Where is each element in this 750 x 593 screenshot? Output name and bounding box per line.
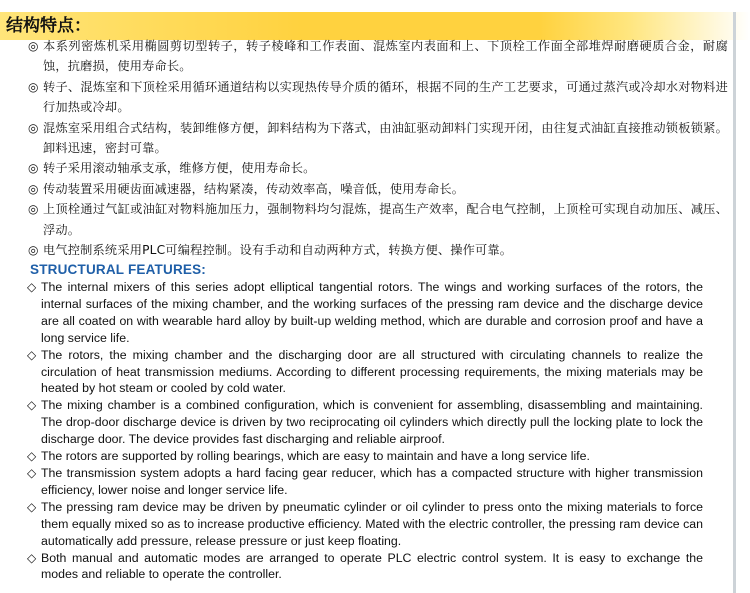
list-item (27, 347, 703, 398)
list-item (28, 77, 728, 118)
list-item (27, 465, 703, 499)
diamond-bullet: ◇ (27, 398, 37, 413)
diamond-bullet: ◇ (27, 465, 37, 480)
feature-text: The internal mixers of this series adopt elliptical tangential rotors. The wings and working surfaces of the rotors, the internal surfaces of the mixing chamber, and the working surfaces of the pressing ram device and the discharge device are all coated on with wearable hard alloy by built-up welding method, which are durable and corrosion proof and have a long service life. (41, 280, 703, 345)
diamond-bullet: ◇ (27, 499, 37, 514)
feature-text: 电气控制系统采用PLC可编程控制。设有手动和自动两种方式，转换方便、操作可靠。 (43, 243, 513, 258)
list-item (28, 158, 728, 178)
double-circle-bullet: ◎ (28, 202, 39, 217)
double-circle-bullet: ◎ (28, 243, 39, 258)
list-item (28, 240, 728, 260)
list-item (27, 279, 703, 347)
feature-text: The rotors, the mixing chamber and the discharging door are all structured with circulating channels to realize the circulation of heat transmission mediums. According to different processing requirements, the mixing materials may be heated by hot steam or cooled by cold water. (41, 347, 703, 396)
feature-text: 传动装置采用硬齿面减速器，结构紧凑，传动效率高，噪音低，使用寿命长。 (43, 181, 465, 196)
list-item (27, 499, 703, 550)
double-circle-bullet: ◎ (28, 39, 39, 53)
english-section-title: STRUCTURAL FEATURES: (30, 262, 206, 277)
feature-text: Both manual and automatic modes are arranged to operate PLC electric control system. It is easy to exchange the modes and reliable to operate the controller. (41, 550, 703, 582)
feature-text: 本系列密炼机采用椭圆剪切型转子，转子棱峰和工作表面、混炼室内表面和上、下顶栓工作面全部堆焊耐磨硬质合金，耐腐蚀，抗磨损，使用寿命长。 (43, 39, 728, 74)
feature-text: 上顶栓通过气缸或油缸对物料施加压力，强制物料均匀混炼，提高生产效率，配合电气控制，上顶栓可实现自动加压、减压、浮动。 (43, 202, 728, 237)
feature-text: The mixing chamber is a combined configuration, which is convenient for assembling, disassembling and maintaining. The drop-door discharge device is driven by two reciprocating oil cylinders which directly pull the locking plate to lock the discharge door. The device provides fast discharging and reliable airproof. (41, 398, 703, 447)
english-feature-list (27, 279, 703, 583)
feature-text: 转子采用滚动轴承支承，维修方便，使用寿命长。 (43, 161, 316, 176)
list-item (28, 179, 728, 199)
feature-text: 混炼室采用组合式结构，装卸维修方便，卸料结构为下落式，由油缸驱动卸料门实现开闭，由往复式油缸直接推动锁板锁紧。卸料迅速，密封可靠。 (43, 120, 728, 156)
double-circle-bullet: ◎ (28, 181, 39, 196)
chinese-feature-list (28, 36, 728, 260)
feature-text: The transmission system adopts a hard facing gear reducer, which has a compacted structure with higher transmission efficiency, lower noise and longer service life. (41, 465, 703, 497)
double-circle-bullet: ◎ (28, 120, 39, 135)
diamond-bullet: ◇ (27, 347, 37, 362)
feature-text: The rotors are supported by rolling bearings, which are easy to maintain and have a long service life. (41, 449, 590, 464)
feature-text: The pressing ram device may be driven by pneumatic cylinder or oil cylinder to press onto the mixing materials to force them equally mixed so as to increase productive efficiency. Mated with the electric controller, the pressing ram device can automatically add pressure, release pressure or just keep floating. (41, 499, 703, 548)
diamond-bullet: ◇ (27, 449, 37, 464)
list-item (28, 199, 728, 240)
list-item (27, 448, 703, 465)
list-item (27, 550, 703, 584)
right-divider (733, 12, 736, 593)
diamond-bullet: ◇ (27, 550, 37, 565)
list-item (28, 118, 728, 159)
feature-text: 转子、混炼室和下顶栓采用循环通道结构以实现热传导介质的循环，根据不同的生产工艺要求，可通过蒸汽或冷却水对物料进行加热或冷却。 (43, 79, 728, 115)
section-title: 结构特点： (6, 16, 91, 36)
list-item (27, 397, 703, 448)
double-circle-bullet: ◎ (28, 161, 39, 176)
list-item (28, 36, 728, 77)
double-circle-bullet: ◎ (28, 79, 39, 94)
diamond-bullet: ◇ (27, 280, 37, 294)
